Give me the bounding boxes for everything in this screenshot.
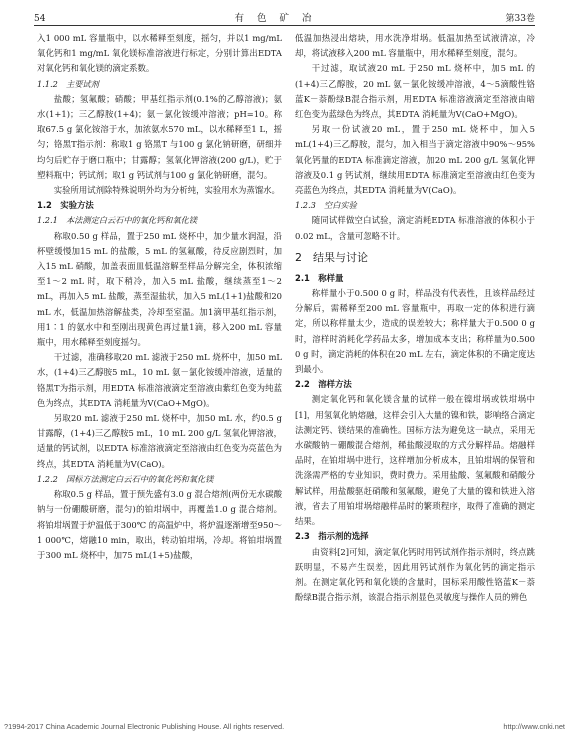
paragraph-method-3: 另取20 mL 滤液于250 mL 烧杯中，加50 mL 水，约0.5 g 甘露醇，(1+4)三乙醇胺5 mL，10 mL 200 g/L 氢氧化钾溶液，适量的钙试剂，以EDTA 标准溶液滴定至溶液由红色变为亮蓝色为终点，其EDTA 消耗量为V(CaO)。 [37,413,282,469]
paragraph-method-2: 干过滤，准确移取20 mL 滤液于250 mL 烧杯中，加50 mL 水，(1+4)三乙醇胺5 mL，10 mL 氨－氯化铵缓冲溶液，适量的铬黑T为指示剂，用EDTA 标准溶液滴定至溶液由紫红色变为纯蓝色为终点，其EDTA 消耗量为V(CaO+MgO)。 [37,352,282,408]
paragraph-right-2: 干过滤，取试液20 mL 于250 mL 烧杯中，加5 mL 的(1+4)三乙醇胺，20 mL 氨－氯化铵缓冲溶液，4～5滴酸性铬蓝K－萘酚绿B混合指示剂，用EDTA 标准溶液滴定至溶液由暗红色变为蓝绿色为终点，其EDTA 消耗量为V(CaO+MgO)。 [295,63,535,120]
running-header [34,8,535,24]
subsection-heading-1-2-2: 1.2.2 国标方法测定白云石中的氧化钙和氧化镁 [37,473,214,484]
section-heading-1-2-text: 1.2 实验方法 [37,200,94,211]
paragraph-2-2: 测定氧化钙和氧化镁含量的试样一般在镍坩埚或铁坩埚中[1]，用氢氧化钠熔融，这样会引入大量的镍和铁，影响络合滴定法测定钙、镁结果的准确性。国标方法为避免这一缺点，采用无水碳酸钠－硼酸混合熔剂，稀盐酸浸取的方式分解样品。熔融样品时，在铂坩埚中进行，这样增加分析成本，且铂坩埚的保管和洗涤需严格的专业知识，费时费力。采用盐酸、氢氟酸和硝酸分解试样，用盐酸驱赶硝酸和氢氟酸，避免了大量的镍和铁进入溶液，省去了用铂坩埚熔融样品时的繁琐程序，取得了准确的测定结果。 [295,394,535,527]
footer-url: http://www.cnki.net [503,722,565,731]
subsection-heading-1-1-2: 1.1.2 主要试剂 [37,78,99,89]
paragraph-right-3: 另取一份试液20 mL，置于250 mL 烧杯中，加入5 mL(1+4)三乙醇胺，混匀，加入相当于滴定溶液中90%～95%氧化钙量的EDTA 标准滴定溶液，加20 mL 200 g/L 氢氧化钾溶液及0.1 g 钙试剂，继续用EDTA 标准滴定至溶液由红色变为亮蓝色为终点，其EDTA 消耗量为V(CaO)。 [295,124,535,196]
subsection-heading-2-3-text: 2.3 指示剂的选择 [295,531,369,542]
section-heading-1-2 [37,198,282,213]
paragraph-intro: 入1 000 mL 容量瓶中，以水稀释至刻度，摇匀，并以1 mg/mL 氧化钙和1 mg/mL 氧化镁标准溶液进行标定，分别计算出EDTA 对氧化钙和氧化镁的滴定系数。 [37,33,282,74]
subsection-heading-2-2 [295,377,535,392]
journal-title: 有 色 矿 冶 [234,13,317,24]
paragraph-2-1: 称样量小于0.500 0 g 时，样品没有代表性，且该样品经过分解后，需稀释至200 mL 容量瓶中，再取一定的体积进行滴定，所以称样量太少，造成的误差较大；称样量大于0.500 0 g 时，溶样时消耗化学药品太多，增加成本支出；称样量为0.500 0 g 时，滴定消耗的体积在20 mL 左右，滴定体积的不确定度达到最小。 [295,288,535,375]
subsection-heading-2-1-text: 2.1 称样量 [295,272,344,283]
subsection-heading-2-3 [295,529,535,544]
paragraph-method-4: 称取0.5 g 样品，置于预先盛有3.0 g 混合熔剂(两份无水碳酸钠与一份硼酸研磨，混匀)的铂坩埚中，再覆盖1.0 g 混合熔剂。将铂坩埚置于炉温低于300℃ 的高温炉中，将炉温逐渐增至950～1 000℃，熔融10 min，取出，转动铂坩埚，冷却。将铂坩埚置于300 mL 烧杯中，加75 mL(1+5)盐酸， [37,489,282,560]
subsection-heading-2-2-text: 2.2 溶样方法 [295,379,352,390]
paragraph-2-3: 由资料[2]可知，滴定氧化钙时用钙试剂作指示剂时，终点跳跃明显，不易产生误差，因此用钙试剂作为氧化钙的滴定指示剂。在测定氧化钙和氧化镁的含量时，国标采用酸性铬蓝K－萘酚绿B混合指示剂，该混合指示剂显色灵敏度与操作人员的辨色 [295,546,535,603]
header-rule [34,25,535,26]
page-number: 54 [34,14,46,24]
right-column [295,31,535,605]
paragraph-note: 实验所用试剂除特殊说明外均为分析纯，实验用水为蒸馏水。 [53,185,280,196]
paragraph-continued: 低温加热浸出熔块，用水洗净坩埚。低温加热至试液清凉，冷却，将试液移入200 mL 容量瓶中，用水稀释至刻度，混匀。 [295,33,535,59]
paragraph-blank-test: 随同试样做空白试验，滴定消耗EDTA 标准溶液的体积小于0.02 mL，含量可忽略不计。 [295,215,535,241]
left-column [37,31,282,563]
volume-label: 第33卷 [505,14,535,24]
section-heading-2: 2 结果与讨论 [295,250,368,264]
copyright-notice: ?1994-2017 China Academic Journal Electronic Publishing House. All rights reserved. [4,722,285,731]
subsection-heading-1-2-3: 1.2.3 空白实验 [295,200,357,211]
page-footer [0,722,569,731]
paragraph-method-1: 称取0.50 g 样品，置于250 mL 烧杯中，加少量水润湿，沿杯壁缓慢加15 mL 的盐酸，5 mL 的氢氟酸，待反应剧烈时，加入15 mL 硝酸，加盖表面皿低温溶解至样品分解完全，体积浓缩至1～2 mL 时，取下稍冷，加入5 mL 盐酸，继续蒸至1～2 mL，再加入5 mL 盐酸，蒸至湿盐状，加入5 mL(1+1)盐酸和20 mL 水，低温加热溶解盐类，冷却至室温。加1滴甲基红指示剂，用1∶1 的氨水中和至刚出现黄色再过量1滴，移入200 mL 容量瓶中，用水稀释至刻度摇匀。 [37,230,282,348]
subsection-heading-2-1 [295,271,535,286]
paragraph-reagents: 盐酸；氢氟酸；硝酸；甲基红指示剂(0.1%的乙醇溶液)；氨水(1+1)；三乙醇胺(1+4)；氨－氯化铵缓冲溶液；pH=10。称取67.5 g 氯化铵溶于水，加浓氨水570 mL，以水稀释至1 L，摇匀；铬黑T指示剂：称取1 g 铬黑T 与100 g 氯化钠研磨，研细并均匀后贮存于磨口瓶中；甘露醇；氢氧化钾溶液(200 g/L)，贮于塑料瓶中；钙试剂；取1 g 钙试剂与100 g 氯化钠研磨，混匀。 [37,93,282,180]
subsection-heading-1-2-1: 1.2.1 本法测定白云石中的氧化钙和氧化镁 [37,215,198,226]
